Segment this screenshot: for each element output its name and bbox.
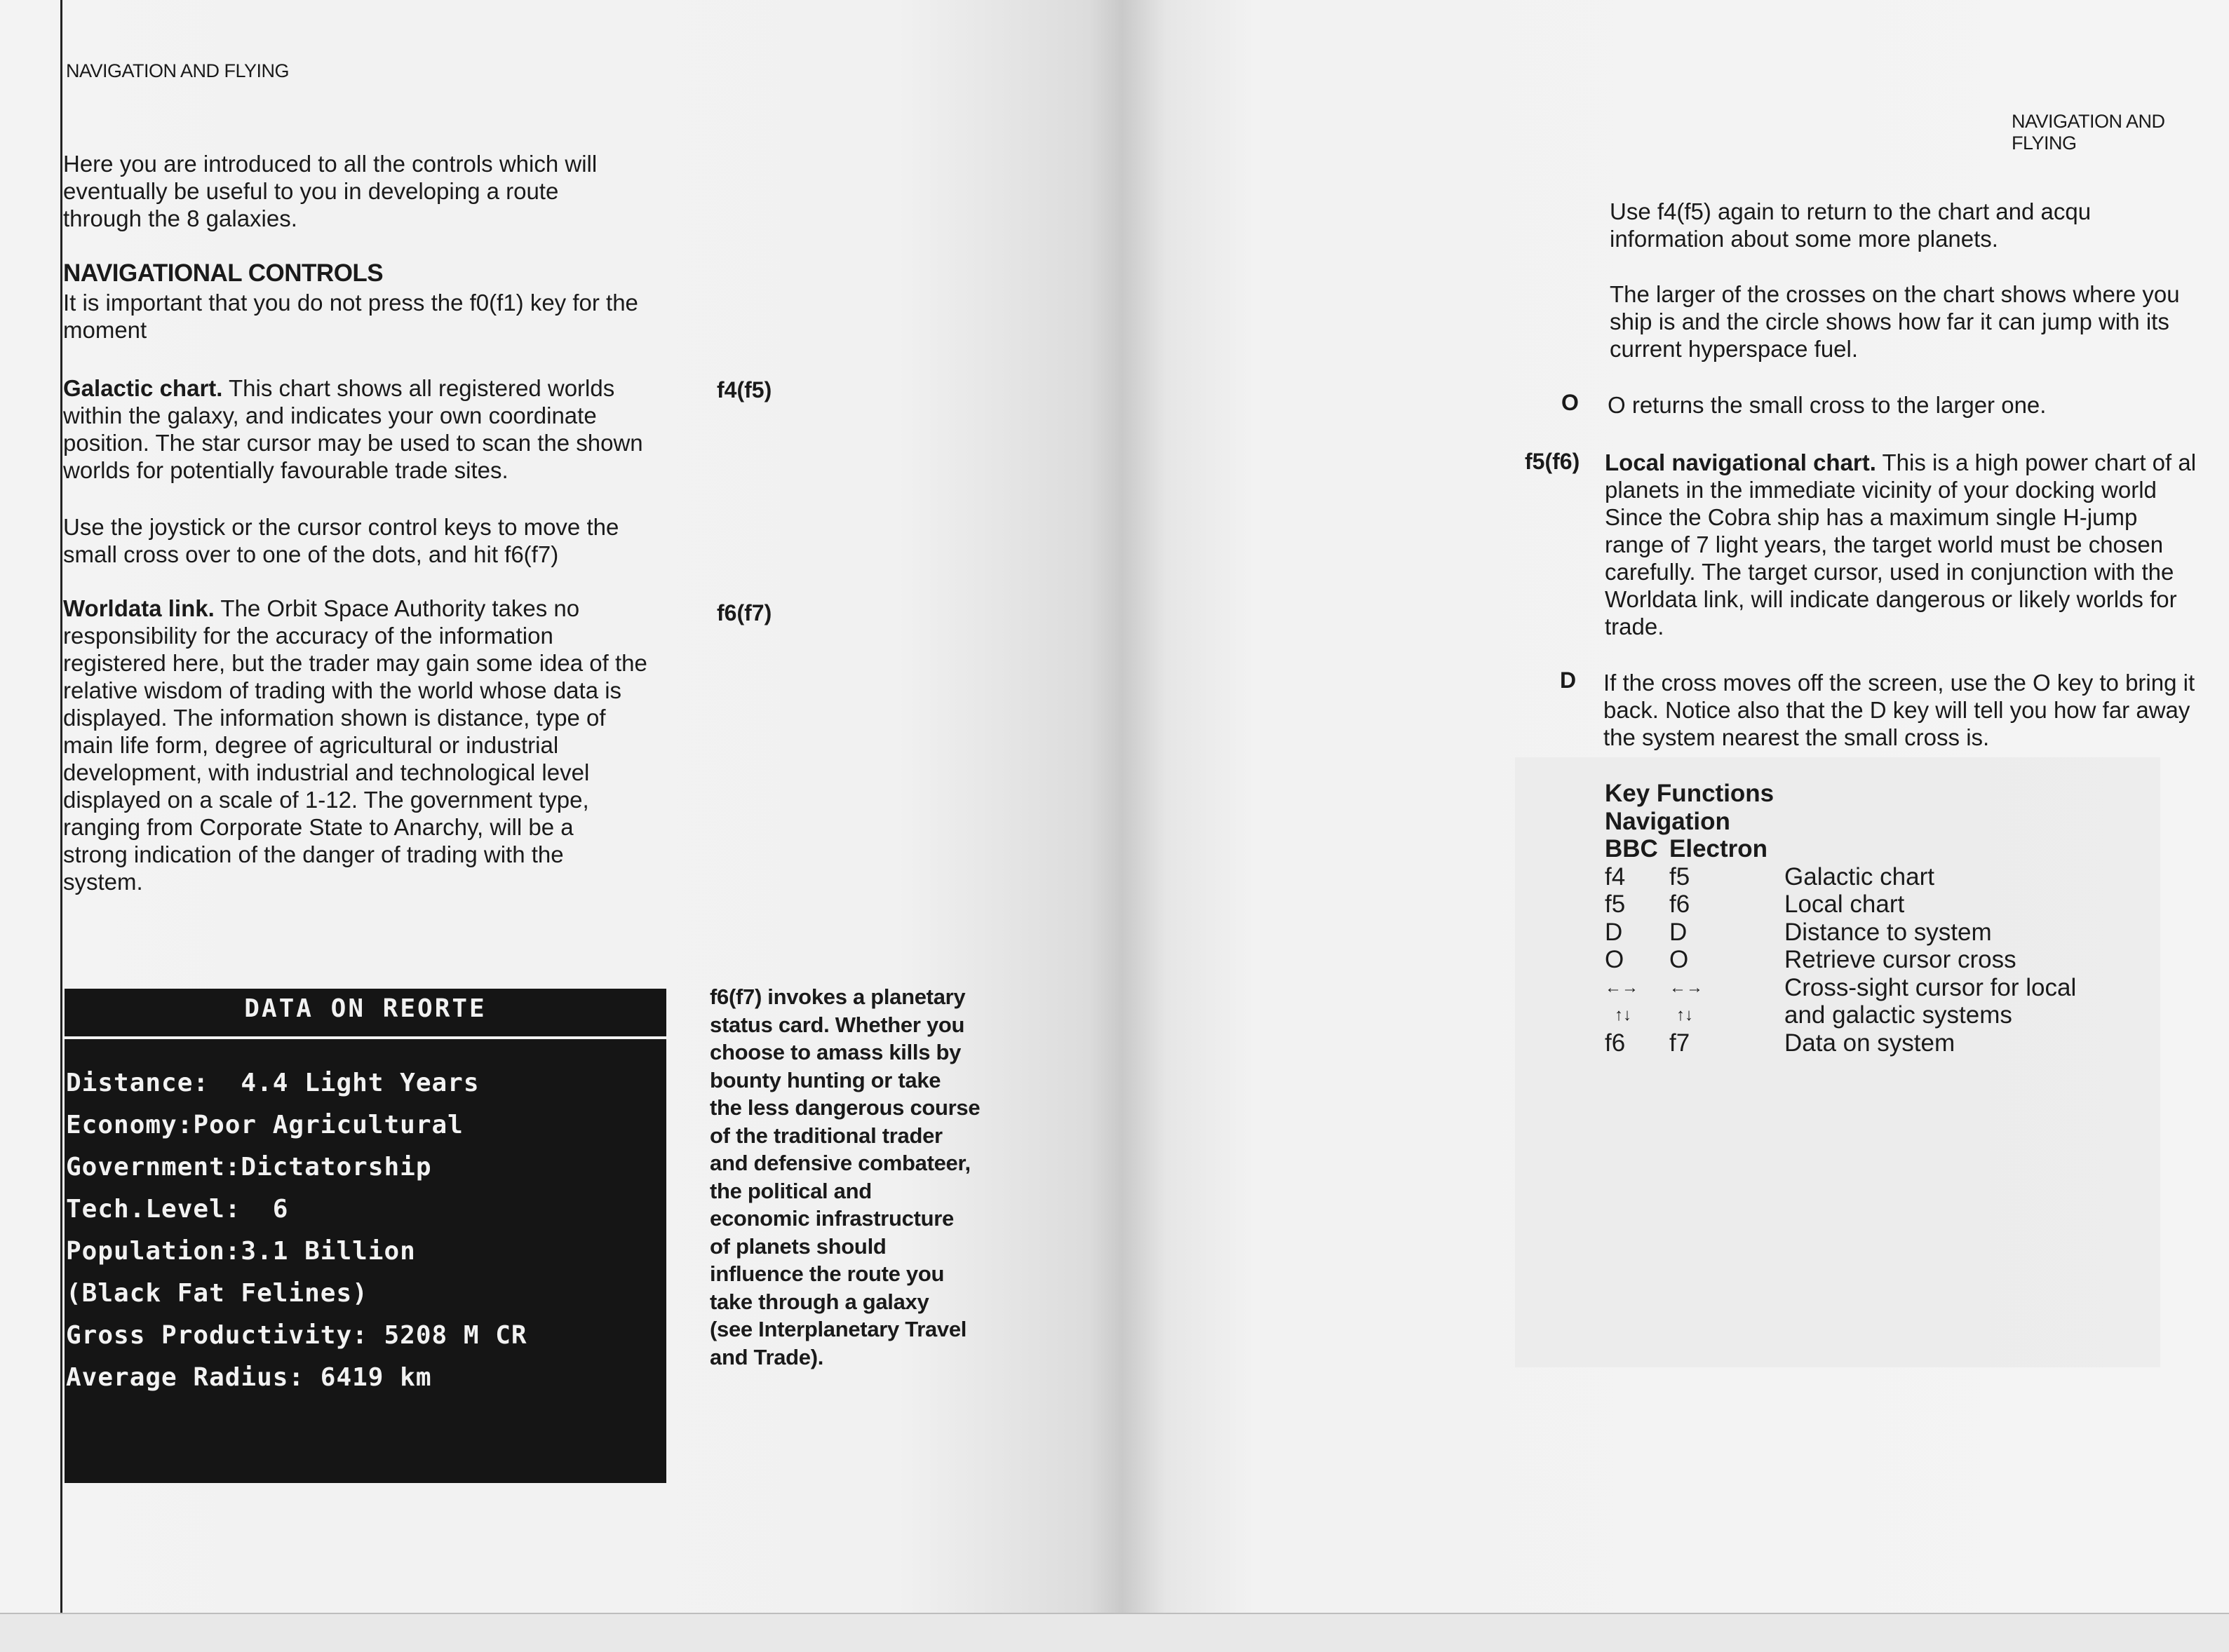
bbc-key: O [1605, 946, 1624, 973]
o-key-label: O [1561, 390, 1579, 415]
right-page [1122, 0, 2229, 1613]
caption-line: take through a galaxy [710, 1289, 929, 1314]
local-chart-key: f5(f6) [1525, 449, 1580, 474]
d-key-line: If the cross moves off the screen, use the O key to bring it [1603, 670, 2195, 696]
up-down-arrows-icon: ↑↓ [1615, 1006, 1631, 1024]
galactic-chart-line: worlds for potentially favourable trade sites. [63, 457, 509, 483]
local-chart-line: planets in the immediate vicinity of your docking world [1605, 477, 2157, 503]
local-chart-line: Worldata link, will indicate dangerous or likely worlds for [1605, 586, 2177, 612]
scan-bottom-margin [0, 1613, 2229, 1652]
key-row [1605, 946, 2229, 974]
caption-line: bounty hunting or take [710, 1067, 941, 1092]
worlddata-paragraph [63, 595, 687, 895]
intro-line: eventually be useful to you in developing a route [63, 178, 559, 204]
key-functions-title: Key Functions [1605, 780, 1775, 807]
d-key-line: back. Notice also that the D key will tell you how far away [1603, 697, 2190, 723]
crosses-line: current hyperspace fuel. [1610, 336, 1859, 362]
status-card-caption [710, 983, 1025, 1371]
caption-line: (see Interplanetary Travel [710, 1317, 967, 1341]
caption-line: and defensive combateer, [710, 1151, 971, 1175]
local-chart-line: range of 7 light years, the target world must be chosen [1605, 532, 2164, 557]
worlddata-line: registered here, but the trader may gain some idea of the [63, 650, 647, 676]
status-card-line: Government:Dictatorship [66, 1153, 432, 1182]
worlddata-line: ranging from Corporate State to Anarchy, will be a [63, 814, 574, 840]
left-right-arrows-icon: ←→ [1669, 977, 1703, 997]
key-description: Distance to system [1784, 918, 1992, 946]
crosses-line: The larger of the crosses on the chart shows where you [1610, 281, 2180, 307]
key-functions-table [1605, 780, 2229, 1057]
galactic-chart-lead: Galactic chart. [63, 375, 223, 401]
worlddata-lead: Worldata link. [63, 595, 215, 621]
joystick-paragraph [63, 513, 687, 568]
status-card-line: Average Radius: 6419 km [66, 1363, 432, 1392]
caption-line: choose to amass kills by [710, 1040, 962, 1064]
local-chart-lead: Local navigational chart. [1605, 449, 1876, 475]
status-card-title: DATA ON REORTE [244, 994, 487, 1023]
key-row [1605, 863, 2229, 891]
caption-line: the political and [710, 1178, 872, 1203]
d-key-label: D [1560, 668, 1577, 693]
nav-controls-text [63, 289, 725, 344]
return-paragraph [1610, 198, 2229, 252]
col-bbc: BBC [1605, 835, 1658, 862]
status-card-line: (Black Fat Felines) [66, 1279, 368, 1308]
galactic-chart-key: f4(f5) [717, 377, 772, 402]
local-chart-line: trade. [1605, 614, 1664, 639]
caption-line: the less dangerous course [710, 1095, 981, 1120]
key-description: Local chart [1784, 891, 1905, 918]
return-line: information about some more planets. [1610, 226, 1998, 252]
col-electron: Electron [1669, 835, 1768, 862]
key-description: Retrieve cursor cross [1784, 946, 2016, 973]
bbc-key: D [1605, 918, 1623, 946]
key-row [1605, 1029, 2229, 1057]
o-key-text: O returns the small cross to the larger one. [1608, 392, 2047, 418]
status-card-line: Gross Productivity: 5208 M CR [66, 1321, 527, 1350]
worlddata-line: development, with industrial and technological level [63, 759, 590, 785]
intro-line: through the 8 galaxies. [63, 205, 297, 231]
caption-line: influence the route you [710, 1261, 945, 1286]
local-chart-line: Since the Cobra ship has a maximum single H-jump [1605, 504, 2138, 530]
key-description: Data on system [1784, 1029, 1955, 1057]
joystick-line: Use the joystick or the cursor control keys to move the [63, 514, 619, 540]
page-edge-line [60, 0, 62, 1613]
d-key-line: the system nearest the small cross is. [1603, 724, 1990, 750]
right-running-header: NAVIGATION AND FLYING [2012, 111, 2165, 154]
bbc-key: f6 [1605, 1029, 1626, 1057]
bbc-key: f4 [1605, 862, 1626, 891]
electron-key: D [1669, 918, 1688, 946]
key-description: Galactic chart [1784, 862, 1934, 891]
crosses-paragraph [1610, 280, 2227, 363]
worlddata-line: strong indication of the danger of trading with the [63, 841, 564, 867]
status-card-line: Population:3.1 Billion [66, 1237, 416, 1266]
worlddata-line: responsibility for the accuracy of the information [63, 623, 553, 649]
intro-paragraph [63, 150, 692, 232]
left-running-header: NAVIGATION AND FLYING [66, 60, 290, 81]
key-functions-rows [1605, 863, 2229, 1057]
status-card-line: Tech.Level: 6 [66, 1195, 289, 1224]
worlddata-line: relative wisdom of trading with the world whose data is [63, 677, 622, 703]
galactic-chart-paragraph [63, 374, 687, 484]
bbc-key: f5 [1605, 891, 1626, 918]
caption-line: economic infrastructure [710, 1206, 954, 1231]
d-key-paragraph [1603, 669, 2229, 751]
local-chart-line: carefully. The target cursor, used in conjunction with the [1605, 559, 2174, 585]
worlddata-line: system. [63, 869, 143, 895]
caption-line: of planets should [710, 1233, 887, 1259]
worlddata-line: main life form, degree of agricultural or industrial [63, 732, 559, 758]
status-card-line: Distance: 4.4 Light Years [66, 1069, 480, 1097]
electron-key: f5 [1669, 862, 1690, 891]
caption-line: status card. Whether you [710, 1012, 965, 1037]
galactic-chart-line: This chart shows all registered worlds [222, 375, 615, 401]
caption-line: of the traditional trader [710, 1123, 943, 1148]
nav-controls-heading: NAVIGATIONAL CONTROLS [63, 259, 384, 287]
caption-line: and Trade). [710, 1344, 824, 1369]
left-page [0, 0, 1122, 1613]
status-card-divider [65, 1036, 666, 1039]
worlddata-line: displayed. The information shown is distance, type of [63, 705, 606, 731]
left-right-arrows-icon: ←→ [1605, 977, 1638, 997]
key-row [1605, 891, 2229, 919]
worlddata-key: f6(f7) [717, 600, 772, 625]
key-row [1605, 974, 2229, 1002]
nav-text-line: It is important that you do not press the f0(f1) key for the [63, 290, 638, 316]
caption-line: f6(f7) invokes a planetary [710, 984, 966, 1009]
crosses-line: ship is and the circle shows how far it can jump with its [1610, 309, 2169, 334]
key-functions-columns [1605, 835, 2229, 863]
local-chart-line: This is a high power chart of al [1876, 449, 2197, 475]
return-line: Use f4(f5) again to return to the chart and acqu [1610, 198, 2092, 224]
local-chart-paragraph [1605, 449, 2229, 640]
electron-key: O [1669, 946, 1689, 973]
key-description: and galactic systems [1784, 1001, 2012, 1029]
planetary-status-card [65, 989, 666, 1483]
key-row [1605, 919, 2229, 947]
worlddata-line: The Orbit Space Authority takes no [214, 595, 580, 621]
key-functions-subtitle: Navigation [1605, 807, 1730, 835]
galactic-chart-line: within the galaxy, and indicates your own coordinate [63, 402, 597, 428]
worlddata-line: displayed on a scale of 1-12. The government type, [63, 787, 589, 813]
key-description: Cross-sight cursor for local [1784, 973, 2077, 1001]
joystick-line: small cross over to one of the dots, and hit f6(f7) [63, 541, 559, 567]
intro-line: Here you are introduced to all the controls which will [63, 151, 598, 177]
electron-key: f6 [1669, 891, 1690, 918]
key-row [1605, 1001, 2229, 1029]
up-down-arrows-icon: ↑↓ [1676, 1006, 1693, 1024]
status-card-line: Economy:Poor Agricultural [66, 1111, 464, 1139]
electron-key: f7 [1669, 1029, 1690, 1057]
nav-text-line: moment [63, 317, 147, 343]
galactic-chart-line: position. The star cursor may be used to scan the shown [63, 430, 643, 456]
